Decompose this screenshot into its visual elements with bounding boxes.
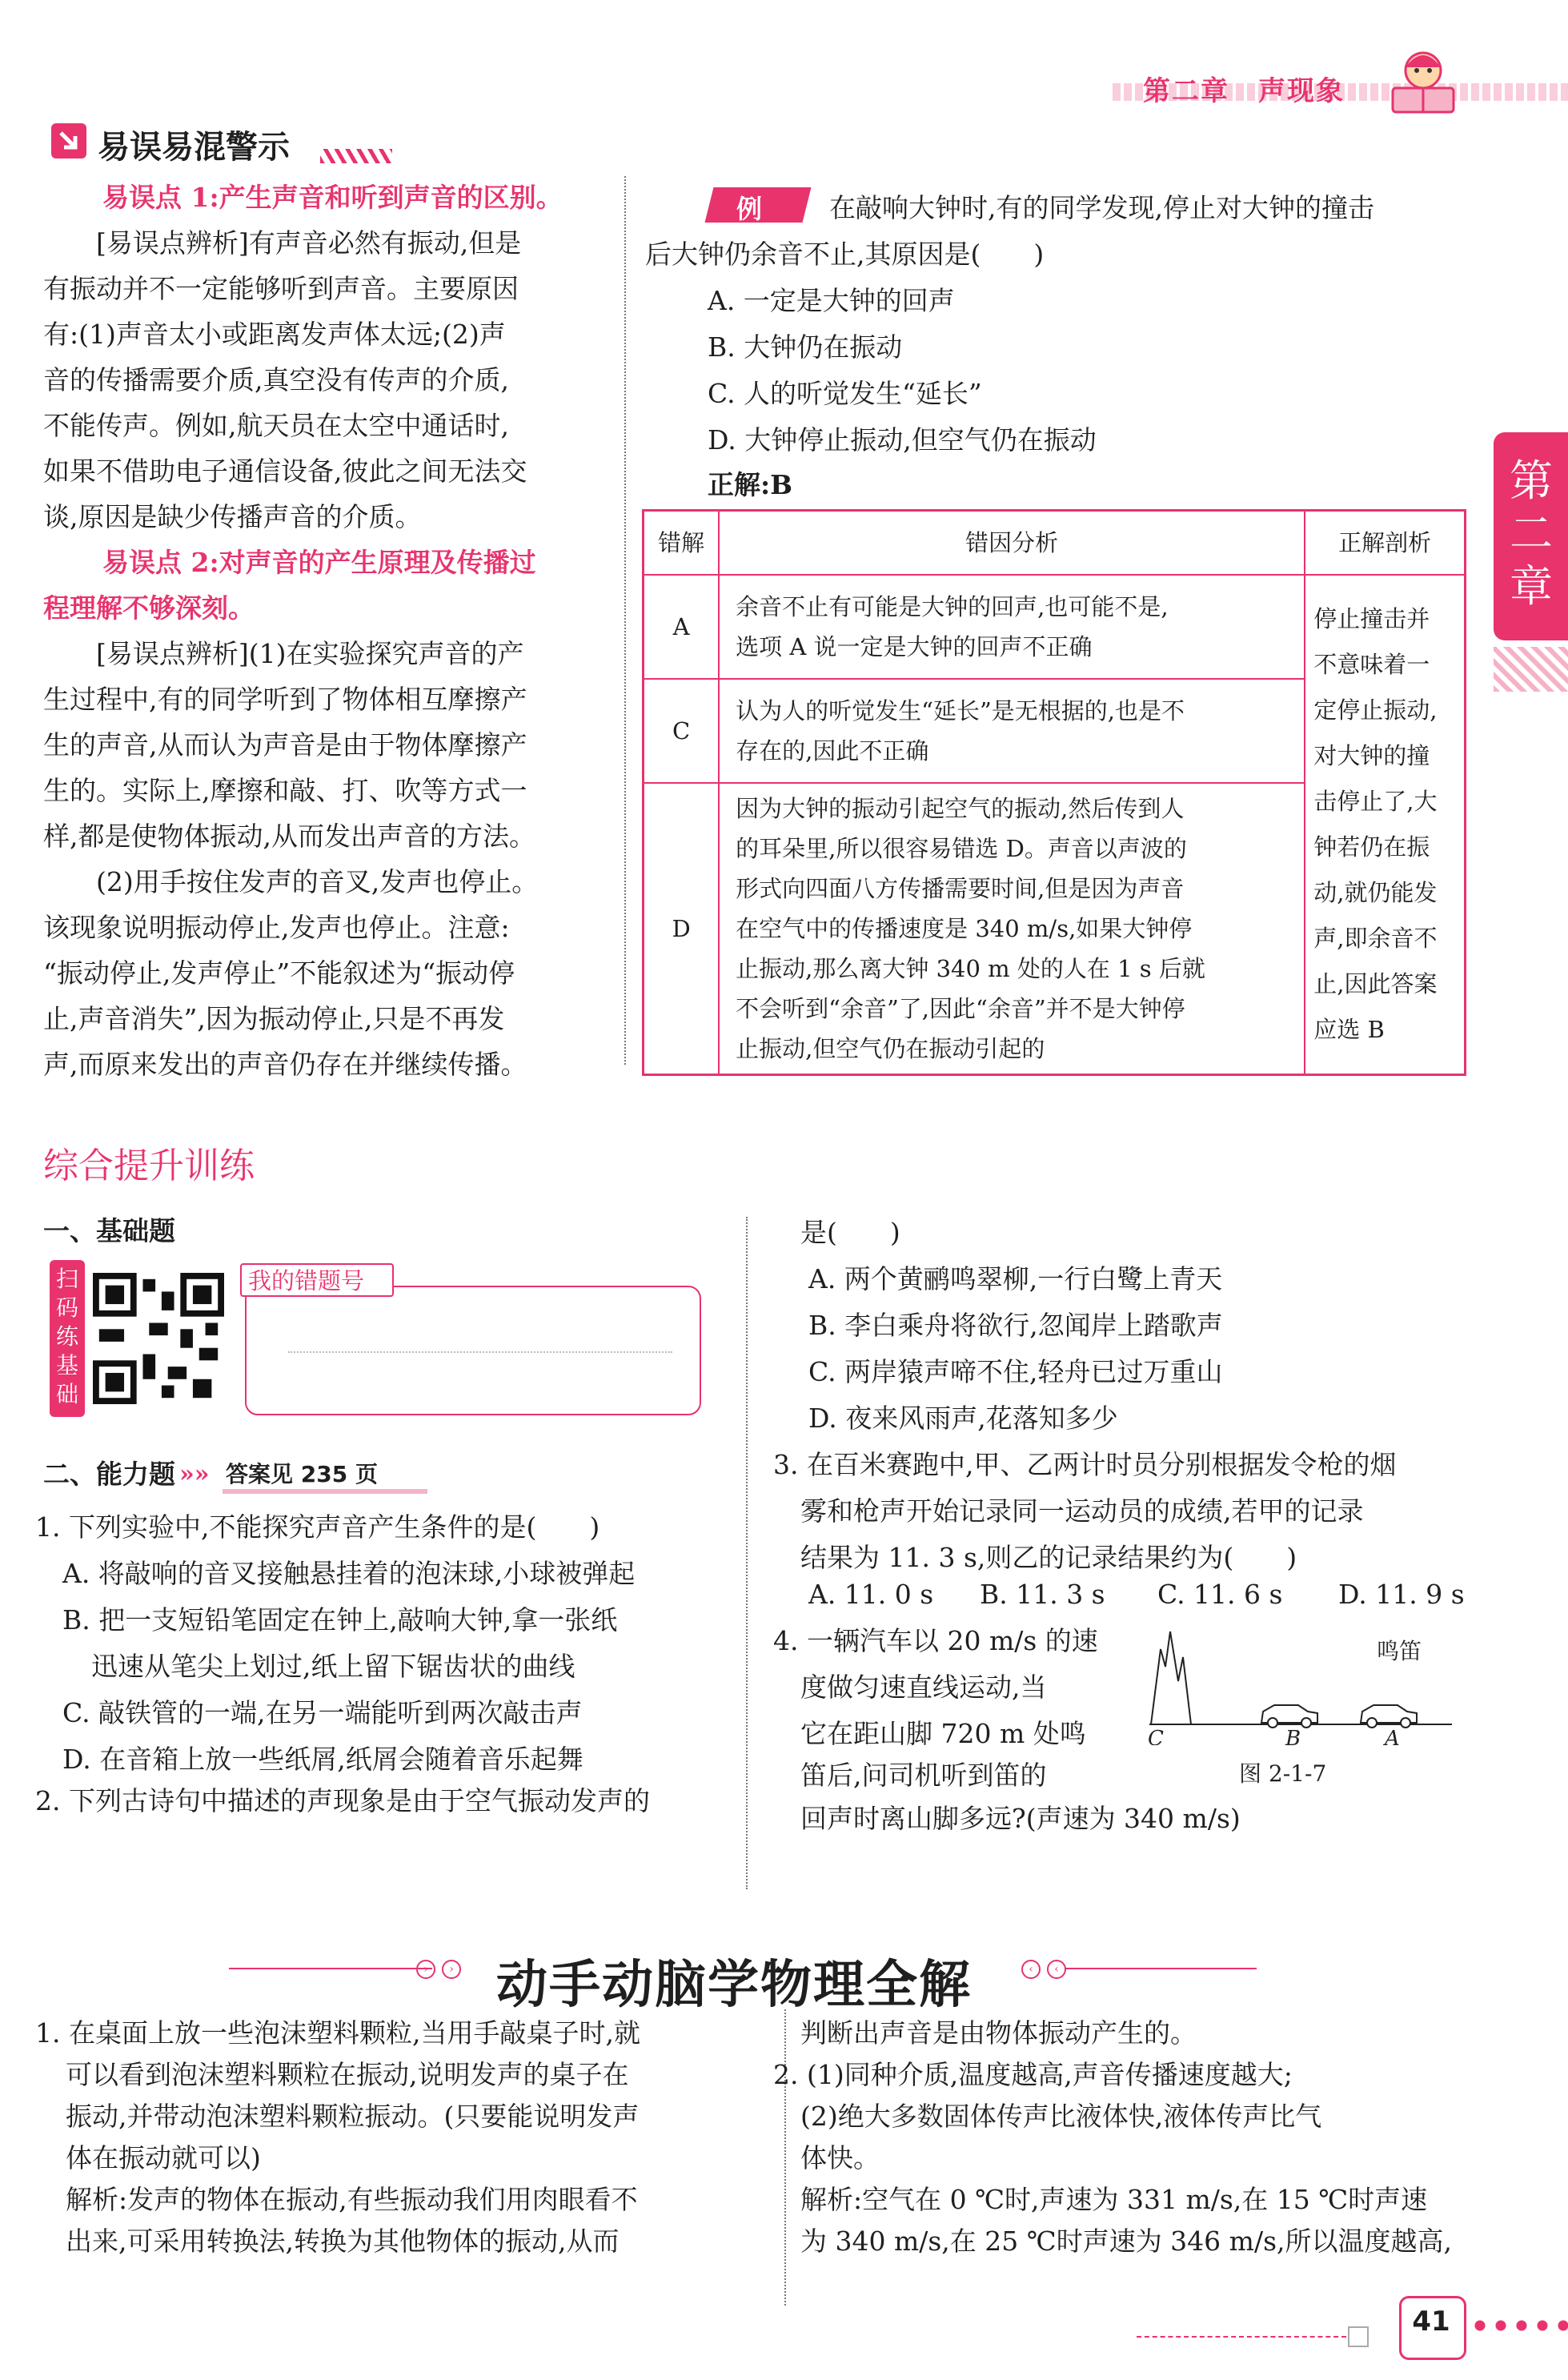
solution-1-analysis-cont: 出来,可采用转换法,转换为其他物体的振动,从而: [66, 2225, 620, 2257]
cell-line: 声,即余音不: [1313, 925, 1438, 952]
cell-line: 对大钟的撞: [1313, 742, 1430, 769]
mistake-text-line: (2)用手按住发声的音叉,发声也停止。: [96, 866, 539, 897]
mistake-point-1-title: 易误点 1:产生声音和听到声音的区别。: [102, 182, 563, 213]
title-stripes: [320, 149, 392, 163]
mistake-text-line: [易误点辨析](1)在实验探究声音的产: [96, 638, 524, 669]
mistake-text-line: 该现象说明振动停止,发声也停止。注意:: [43, 912, 510, 943]
solutions-section-title: 动手动脑学物理全解: [496, 1956, 972, 2015]
chapter-side-tab-label: 第二章: [1510, 456, 1553, 612]
solution-2-analysis: 解析:空气在 0 ℃时,声速为 331 m/s,在 15 ℃时声速: [800, 2184, 1428, 2215]
footer-dots: [1470, 2314, 1568, 2338]
mistake-text-line: 如果不借助电子通信设备,彼此之间无法交: [43, 456, 527, 487]
figure-label-b: B: [1285, 1727, 1301, 1745]
question-2: 2. 下列古诗句中描述的声现象是由于空气振动发声的: [35, 1785, 650, 1816]
mistake-text-line: [易误点辨析]有声音必然有振动,但是: [96, 227, 522, 259]
cell-line: 止,因此答案: [1313, 970, 1438, 997]
mistake-text-line: 声,而原来发出的声音仍存在并继续传播。: [43, 1049, 527, 1080]
solution-1-cont: 可以看到泡沫塑料颗粒在振动,说明发声的桌子在: [66, 2059, 629, 2090]
question-3-cont: 雾和枪声开始记录同一运动员的成绩,若甲的记录: [800, 1495, 1364, 1527]
example-stem-cont: 后大钟仍余音不止,其原因是( ): [645, 239, 1045, 270]
question-3: 3. 在百米赛跑中,甲、乙两计时员分别根据发令枪的烟: [773, 1449, 1397, 1480]
mistake-text-line: 生的声音,从而认为声音是由于物体摩擦产: [43, 729, 527, 761]
footer-dashed-line: [1137, 2336, 1346, 2338]
question-4-cont: 回声时离山脚多远?(声速为 340 m/s): [800, 1803, 1241, 1834]
cell-line: 定停止振动,: [1313, 696, 1438, 724]
example-option-a: A. 一定是大钟的回声: [708, 285, 955, 316]
title-decoration-line: [229, 1968, 432, 1969]
mistake-text-line: 生过程中,有的同学听到了物体相互摩擦产: [43, 684, 527, 715]
solution-1-end: 判断出声音是由物体振动产生的。: [800, 2017, 1197, 2049]
question-option: B. 李白乘舟将欲行,忽闻岸上踏歌声: [808, 1310, 1223, 1341]
cell-line: 停止撞击并: [1313, 605, 1430, 632]
question-option: D. 在音箱上放一些纸屑,纸屑会随着音乐起舞: [62, 1744, 583, 1775]
example-label: 例: [736, 194, 763, 224]
my-mistakes-box[interactable]: [245, 1286, 701, 1415]
question-option: C. 敲铁管的一端,在另一端能听到两次敲击声: [62, 1697, 583, 1728]
footer-square-icon: [1348, 2326, 1369, 2347]
cell-line: 动,就仍能发: [1313, 879, 1438, 906]
write-line: [288, 1351, 672, 1353]
column-divider: [784, 2009, 786, 2306]
solution-1-analysis: 解析:发声的物体在振动,有些振动我们用肉眼看不: [66, 2184, 638, 2215]
question-option: A. 将敲响的音叉接触悬挂着的泡沫球,小球被弹起: [62, 1558, 636, 1589]
cell-line: 止振动,但空气仍在振动引起的: [736, 1035, 1045, 1062]
question-3-option-c: C. 11. 6 s: [1157, 1579, 1283, 1610]
cell-line: 形式向四面八方传播需要时间,但是因为声音: [736, 875, 1185, 902]
cell-line: 存在的,因此不正确: [736, 737, 929, 765]
mountain-car-figure: [1145, 1625, 1465, 1745]
ability-questions-title: 二、能力题: [43, 1459, 175, 1490]
mistake-point-2-title-cont: 程理解不够深刻。: [43, 592, 255, 624]
question-4-cont: 笛后,问司机听到笛的: [800, 1760, 1047, 1791]
example-stem: 在敲响大钟时,有的同学发现,停止对大钟的撞击: [829, 192, 1374, 223]
training-section-title: 综合提升训练: [43, 1146, 255, 1186]
question-option: B. 把一支短铅笔固定在钟上,敲响大钟,拿一张纸: [62, 1604, 618, 1635]
question-2-cont: 是( ): [800, 1217, 900, 1248]
question-4-cont: 度做匀速直线运动,当: [800, 1672, 1047, 1703]
question-4-cont: 它在距山脚 720 m 处鸣: [800, 1718, 1086, 1749]
chapter-header-title: 第二章 声现象: [1143, 75, 1345, 107]
table-header: 错解: [644, 511, 720, 576]
mountain-icon: [1151, 1631, 1191, 1724]
my-mistakes-label: 我的错题号: [248, 1267, 365, 1294]
figure-label-c: C: [1148, 1727, 1164, 1745]
question-3-option-a: A. 11. 0 s: [808, 1579, 934, 1610]
table-header-row: [644, 511, 1466, 576]
double-chevron-icon: »»: [179, 1460, 210, 1488]
title-decoration-circle-icon: ›: [416, 1960, 435, 1979]
question-3-option-b: B. 11. 3 s: [980, 1579, 1105, 1610]
figure-caption: 图 2-1-7: [1239, 1760, 1327, 1787]
mistake-text-line: 有:(1)声音太小或距离发声体太远;(2)声: [43, 319, 506, 350]
mistake-point-2-title: 易误点 2:对声音的产生原理及传播过: [102, 547, 536, 578]
table-cell-reason: [719, 679, 1305, 783]
mistakes-section-title: 易误易混警示: [98, 129, 290, 166]
cell-line: 止振动,那么离大钟 340 m 处的人在 1 s 后就: [736, 955, 1205, 982]
question-option: C. 两岸猿声啼不住,轻舟已过万重山: [808, 1356, 1223, 1387]
cell-line: 的耳朵里,所以很容易错选 D。声音以声波的: [736, 835, 1187, 862]
column-divider: [624, 176, 626, 1065]
mistake-text-line: 有振动并不一定能够听到声音。主要原因: [43, 273, 519, 304]
answer-reference: 答案见 235 页: [226, 1461, 378, 1487]
mistake-text-line: 音的传播需要介质,真空没有传声的介质,: [43, 364, 509, 395]
error-analysis-table: [642, 509, 1466, 1076]
title-decoration-circle-icon: ›: [442, 1960, 461, 1979]
cell-line: 钟若仍在振: [1313, 833, 1430, 861]
page-number: 41: [1412, 2306, 1450, 2338]
table-header: 错因分析: [719, 511, 1305, 576]
solution-2: 2. (1)同种介质,温度越高,声音传播速度越大;: [773, 2059, 1293, 2090]
side-tab-stripes: [1494, 647, 1568, 692]
reading-child-mascot-icon: [1385, 46, 1462, 115]
figure-label-a: A: [1385, 1727, 1400, 1745]
table-header: 正解剖析: [1305, 511, 1465, 576]
basic-questions-title: 一、基础题: [43, 1215, 175, 1246]
solution-2-cont: 体快。: [800, 2142, 880, 2173]
question-option: A. 两个黄鹂鸣翠柳,一行白鹭上青天: [808, 1263, 1223, 1294]
example-option-d: D. 大钟停止振动,但空气仍在振动: [708, 424, 1097, 456]
solution-1-cont: 振动,并带动泡沫塑料颗粒振动。(只要能说明发声: [66, 2101, 640, 2132]
cell-line: 因为大钟的振动引起空气的振动,然后传到人: [736, 795, 1185, 822]
example-option-b: B. 大钟仍在振动: [708, 331, 903, 363]
mistake-text-line: 生的。实际上,摩擦和敲、打、吹等方式一: [43, 775, 527, 806]
question-3-cont: 结果为 11. 3 s,则乙的记录结果约为( ): [800, 1542, 1297, 1573]
cell-line: 选项 A 说一定是大钟的回声不正确: [736, 633, 1093, 660]
table-cell-key: C: [644, 679, 720, 783]
cell-line: 不会听到“余音”了,因此“余音”并不是大钟停: [736, 995, 1185, 1022]
title-decoration-line: [1065, 1968, 1257, 1969]
qr-side-tab-label: 扫码练基础: [55, 1266, 78, 1407]
solution-2-cont: (2)绝大多数固体传声比液体快,液体传声比气: [800, 2101, 1322, 2132]
solution-1: 1. 在桌面上放一些泡沫塑料颗粒,当用手敲桌子时,就: [35, 2017, 640, 2049]
mistake-text-line: 样,都是使物体振动,从而发出声音的方法。: [43, 821, 535, 852]
cell-line: 应选 B: [1313, 1016, 1385, 1043]
table-row: [644, 575, 1466, 679]
cell-line: 不意味着一: [1313, 651, 1430, 678]
table-cell-reason: [719, 783, 1305, 1075]
table-cell-key: D: [644, 783, 720, 1075]
figure-label-whistle: 鸣笛: [1377, 1638, 1422, 1664]
table-cell-reason: [719, 575, 1305, 679]
title-decoration-circle-icon: ‹: [1021, 1960, 1041, 1979]
question-4: 4. 一辆汽车以 20 m/s 的速: [773, 1625, 1098, 1656]
cell-line: 在空气中的传播速度是 340 m/s,如果大钟停: [736, 915, 1193, 942]
cell-line: 余音不止有可能是大钟的回声,也可能不是,: [736, 593, 1169, 620]
solution-1-cont: 体在振动就可以): [66, 2142, 261, 2173]
cell-line: 击停止了,大: [1313, 788, 1438, 815]
question-1: 1. 下列实验中,不能探究声音产生条件的是( ): [35, 1511, 600, 1543]
column-divider: [746, 1217, 748, 1889]
example-correct-answer: 正解:B: [708, 469, 793, 500]
mistake-text-line: “振动停止,发声停止”不能叙述为“振动停: [43, 957, 515, 989]
question-option: D. 夜来风雨声,花落知多少: [808, 1403, 1118, 1434]
question-option-cont: 迅速从笔尖上划过,纸上留下锯齿状的曲线: [91, 1651, 575, 1682]
mistake-text-line: 止,声音消失”,因为振动停止,只是不再发: [43, 1003, 505, 1034]
cell-line: 认为人的听觉发生“延长”是无根据的,也是不: [736, 697, 1185, 724]
table-cell-analysis: [1305, 575, 1465, 1075]
example-option-c: C. 人的听觉发生“延长”: [708, 378, 982, 409]
mistake-text-line: 不能传声。例如,航天员在太空中通话时,: [43, 410, 509, 441]
qr-code-icon[interactable]: [93, 1273, 224, 1404]
warning-arrow-icon: [51, 123, 86, 159]
mistake-text-line: 谈,原因是缺少传播声音的介质。: [43, 501, 422, 532]
table-cell-key: A: [644, 575, 720, 679]
title-decoration-circle-icon: ‹: [1047, 1960, 1066, 1979]
question-3-option-d: D. 11. 9 s: [1338, 1579, 1465, 1610]
solution-2-analysis-cont: 为 340 m/s,在 25 ℃时声速为 346 m/s,所以温度越高,: [800, 2225, 1452, 2257]
